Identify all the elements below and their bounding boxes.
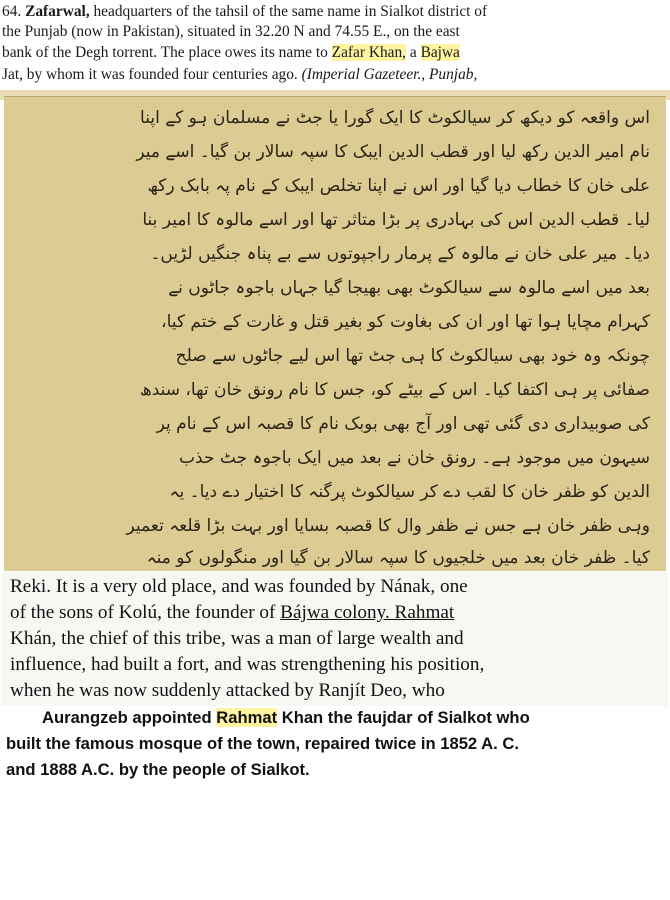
reki-line-2: of the sons of Kolú, the founder of Bájwa colony. Rahmat xyxy=(10,602,455,623)
aurangzeb-clip xyxy=(0,706,670,786)
urdu-line: نام امیر الدین رکھ لیا اور قطب الدین ایبک کا سپہ سالار بن گیا۔ اسے میر xyxy=(136,142,650,162)
reki-clip xyxy=(2,572,668,708)
gazetteer-line-3: bank of the Degh torrent. The place owes its name to Zafar Khan, a Bajwa xyxy=(2,44,460,61)
reki-line-5: when he was now suddenly attacked by Ranjít Deo, who xyxy=(10,680,445,701)
aurangzeb-line-1: Aurangzeb appointed Rahmat Khan the faujdar of Sialkot who xyxy=(42,708,530,727)
urdu-line: بعد میں اسے مالوہ سے سیالکوٹ بھی بھیجا گیا جہاں باجوہ جاٹوں نے xyxy=(168,278,650,298)
reki-line-4: influence, had built a fort, and was strengthening his position, xyxy=(10,654,485,675)
underlined-bajwa-colony: Bájwa colony. Rahmat xyxy=(280,602,455,623)
urdu-line: کیا۔ ظفر خان بعد میں خلجیوں کا سپہ سالار بن گیا اور منگولوں کو منہ xyxy=(146,548,650,568)
aurangzeb-line-3: and 1888 A.C. by the people of Sialkot. xyxy=(6,760,310,779)
urdu-line: چونکہ وہ خود بھی سیالکوٹ کا ہی جٹ تھا اس لیے جاٹوں سے صلح xyxy=(175,346,650,366)
urdu-line: صفائی پر ہی اکتفا کیا۔ اس کے بیٹے کو، جس کا نام رونق خان تھا، سندھ xyxy=(139,380,650,400)
place-name: Zafarwal, xyxy=(25,3,90,20)
urdu-line: علی خان کا خطاب دیا گیا اور اس نے اپنا تخلص ایبک کے نام پہ بابک رکھ xyxy=(147,176,650,196)
urdu-line: الدین کو ظفر خان کا لقب دے کر سیالکوٹ پرگنہ کا اختیار دے دیا۔ یہ xyxy=(169,482,650,502)
urdu-line: کہرام مچایا ہوا تھا اور ان کی بغاوت کو بغیر قتل و غارت کے ختم کیا، xyxy=(161,312,650,332)
urdu-line: دیا۔ میر علی خان نے مالوہ کے پرمار راجپوتوں سے بے پناہ جنگیں لڑیں۔ xyxy=(150,244,650,264)
urdu-line: اس واقعہ کو دیکھ کر سیالکوٹ کا ایک گورا یا جٹ نے مسلمان ہو کے اپنا xyxy=(140,108,650,128)
urdu-line: سیہون میں موجود ہے۔ رونق خان نے بعد میں ایک باجوہ جٹ حذب xyxy=(179,448,650,468)
highlight-zafar-khan: Zafar Khan, xyxy=(331,44,407,61)
urdu-text-clip xyxy=(4,96,666,571)
urdu-line: لیا۔ قطب الدین اس کی بہادری پر بڑا متاثر تھا اور اسے مالوہ کا امیر بنا xyxy=(142,210,650,230)
reki-line-1: Reki. It is a very old place, and was founded by Nának, one xyxy=(10,576,468,597)
urdu-line: وہی ظفر خان ہے جس نے ظفر وال کا قصبہ بسایا اور بہت بڑا قلعہ تعمیر xyxy=(126,516,650,536)
gazetteer-line-1: 64. Zafarwal, headquarters of the tahsil of the same name in Sialkot district of xyxy=(2,3,488,20)
urdu-line: کی صوبیداری دی گئی تھی اور آج بھی بوبک نام کا قصبہ اس کے نام پر xyxy=(156,414,650,434)
gazetteer-line-4: Jat, by whom it was founded four centuries ago. (Imperial Gazeteer., Punjab, xyxy=(2,66,478,83)
highlight-rahmat: Rahmat xyxy=(216,708,278,727)
citation: (Imperial Gazeteer., Punjab, xyxy=(301,66,478,83)
reki-line-3: Khán, the chief of this tribe, was a man of large wealth and xyxy=(10,628,464,649)
gazetteer-line-2: the Punjab (now in Pakistan), situated in 32.20 N and 74.55 E., on the east xyxy=(2,23,460,40)
aurangzeb-line-2: built the famous mosque of the town, repaired twice in 1852 A. C. xyxy=(6,734,519,753)
highlight-bajwa: Bajwa xyxy=(420,44,460,61)
gazetteer-entry-clip xyxy=(0,0,670,92)
